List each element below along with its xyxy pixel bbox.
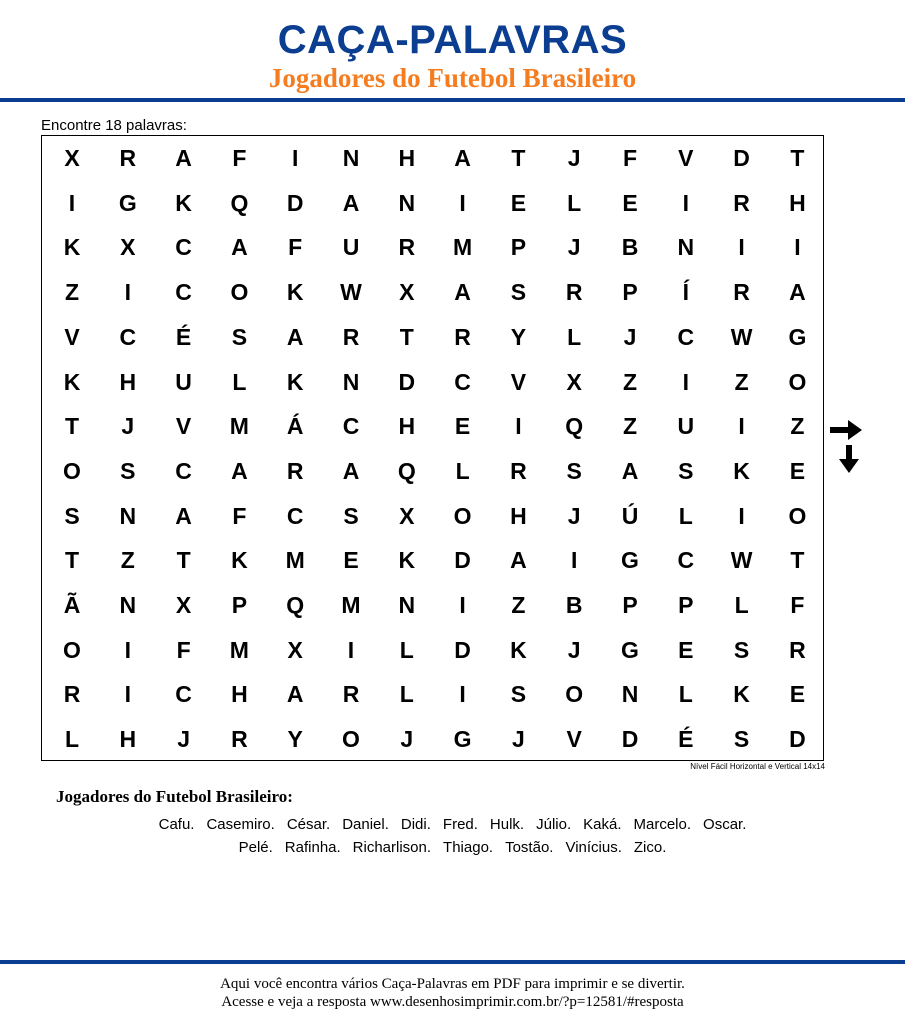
grid-letter: X (399, 502, 415, 529)
grid-letter: L (678, 502, 693, 529)
grid-letter: E (789, 681, 806, 708)
grid-letter: G (621, 636, 639, 663)
level-note: Nível Fácil Horizontal e Vertical 14x14 (690, 762, 825, 771)
grid-letter: P (678, 592, 694, 618)
grid-letter: É (175, 323, 192, 350)
grid-letter: H (398, 413, 416, 440)
grid-letter: T (64, 413, 80, 440)
grid-letter: P (510, 234, 527, 261)
word-list-item: Didi. (400, 816, 431, 833)
grid-letter: M (341, 592, 361, 618)
grid-letter: I (347, 636, 355, 663)
grid-letter: K (231, 547, 248, 574)
grid-letter: J (567, 234, 581, 261)
grid-letter: D (733, 145, 750, 171)
grid-letter: J (567, 636, 581, 663)
grid-letter: O (63, 636, 81, 663)
grid-letter: P (622, 592, 638, 618)
grid-letter: B (621, 234, 639, 261)
grid-letter: S (510, 681, 527, 708)
grid-letter: R (510, 457, 527, 484)
grid-letter: R (454, 323, 471, 350)
grid-letter: Ú (621, 502, 639, 529)
grid-letter: N (398, 592, 416, 618)
grid-letter: U (342, 234, 360, 261)
grid-letter: K (175, 189, 192, 216)
grid-letter: R (565, 279, 583, 306)
grid-letter: N (621, 681, 639, 708)
grid-letter: F (232, 145, 247, 171)
grid-letter: X (566, 368, 582, 395)
grid-letter: R (342, 323, 360, 350)
grid-letter: W (730, 323, 753, 350)
grid-row (42, 583, 825, 628)
grid-letter: V (175, 413, 192, 440)
grid-letter: W (730, 547, 753, 574)
word-list-item: Thiago. (443, 839, 494, 856)
grid-letter: I (459, 592, 466, 618)
grid-letter: C (175, 279, 192, 306)
grid-letter: G (788, 323, 807, 350)
grid-letter: Z (622, 413, 638, 440)
header-divider (0, 98, 905, 102)
grid-letter: K (63, 234, 81, 261)
grid-letter: S (566, 457, 582, 484)
grid-letter: V (64, 323, 80, 350)
grid-letter: Z (64, 279, 80, 306)
grid-letter: E (343, 547, 359, 574)
grid-letter: D (286, 189, 304, 216)
grid-letter: E (678, 636, 694, 663)
word-list-line-1 (0, 815, 905, 835)
grid-letter: J (567, 502, 581, 529)
grid-row (42, 628, 825, 673)
grid-letter: I (68, 189, 76, 216)
grid-letter: Ã (63, 592, 81, 618)
grid-letter: R (398, 234, 416, 261)
grid-letter: T (399, 323, 414, 350)
grid-letter: I (570, 547, 578, 574)
grid-letter: X (120, 234, 136, 261)
grid-letter: S (343, 502, 359, 529)
grid-letter: C (342, 413, 360, 440)
grid-letter: R (231, 726, 248, 753)
grid-row (42, 538, 825, 583)
grid-letter: I (738, 234, 745, 261)
grid-letter: F (622, 145, 638, 171)
grid-letter: M (285, 547, 305, 574)
grid-letter: T (64, 547, 80, 574)
grid-letter: R (63, 681, 81, 708)
grid-letter: M (229, 636, 249, 663)
grid-letter: X (287, 636, 303, 663)
grid-letter: L (567, 189, 582, 216)
grid-letter: R (342, 681, 360, 708)
footer-divider (0, 960, 905, 964)
word-list-title: Jogadores do Futebol Brasileiro: (56, 787, 293, 806)
grid-letter: N (342, 145, 360, 171)
grid-letter: D (454, 547, 471, 574)
grid-letter: A (231, 457, 248, 484)
footer-text-1: Aqui você encontra vários Caça-Palavras em PDF para imprimir e se divertir. (220, 976, 685, 992)
grid-letter: L (455, 457, 470, 484)
grid-letter: U (677, 413, 695, 440)
grid-letter: A (342, 189, 360, 216)
grid-letter: A (175, 502, 192, 529)
grid-letter: B (565, 592, 583, 618)
word-list-item: Marcelo. (633, 816, 692, 833)
grid-letter: F (790, 592, 805, 618)
grid-letter: A (789, 279, 806, 306)
grid-row (42, 181, 825, 226)
grid-letter: O (63, 457, 81, 484)
grid-letter: I (738, 413, 745, 440)
arrow-right-icon (830, 420, 862, 440)
grid-letter: D (398, 368, 416, 395)
grid-letter: N (119, 502, 137, 529)
grid-letter: J (567, 145, 581, 171)
grid-letter: A (175, 145, 192, 171)
grid-letter: J (511, 726, 525, 753)
grid-letter: T (176, 547, 191, 574)
grid-letter: G (118, 189, 137, 216)
grid-letter: I (459, 681, 466, 708)
grid-letter: S (120, 457, 136, 484)
word-list-item: Daniel. (342, 816, 389, 833)
grid-row (42, 449, 825, 494)
grid-letter: U (175, 368, 192, 395)
grid-letter: S (678, 457, 694, 484)
grid-letter: C (286, 502, 304, 529)
grid-letter: Q (565, 413, 584, 440)
grid-letter: K (733, 457, 750, 484)
word-list-item: Pelé. (238, 839, 273, 856)
grid-letter: Z (622, 368, 638, 395)
arrow-down-icon (839, 445, 859, 473)
grid-row (42, 404, 825, 449)
word-list-item: Júlio. (536, 816, 572, 833)
grid-letter: Y (510, 323, 527, 350)
grid-letter: Q (286, 592, 305, 618)
grid-letter: X (399, 279, 415, 306)
grid-row (42, 225, 825, 270)
grid-letter: M (453, 234, 473, 261)
grid-letter: O (788, 502, 807, 529)
grid-letter: O (453, 502, 472, 529)
grid-letter: I (124, 279, 131, 306)
grid-letter: I (738, 502, 745, 529)
grid-letter: A (231, 234, 248, 261)
word-list-item: Tostão. (505, 839, 554, 856)
grid-letter: I (682, 189, 689, 216)
word-list-line-2 (0, 838, 905, 858)
grid-letter: O (342, 726, 360, 753)
grid-letter: N (677, 234, 695, 261)
word-list-item: Rafinha. (284, 839, 341, 856)
grid-letter: X (175, 592, 192, 618)
footer-text-2: Acesse e veja a resposta www.desenhosimprimir.com.br/?p=12581/#resposta (221, 994, 684, 1010)
grid-letter: H (231, 681, 248, 708)
grid-letter: K (286, 279, 304, 306)
grid-letter: A (510, 547, 527, 574)
grid-letter: K (63, 368, 81, 395)
grid-letter: T (511, 145, 526, 171)
grid-letter: S (733, 726, 750, 753)
grid-letter: T (790, 145, 805, 171)
grid-letter: R (733, 279, 750, 306)
grid-letter: S (64, 502, 80, 529)
instruction-text: Encontre 18 palavras: (41, 117, 187, 134)
grid-letter: N (398, 189, 416, 216)
grid-letter: A (621, 457, 639, 484)
grid-letter: H (119, 368, 137, 395)
word-list-item: Kaká. (583, 816, 622, 833)
grid-letter: E (454, 413, 471, 440)
page-title: CAÇA-PALAVRAS (277, 18, 628, 62)
word-list-item: Fred. (442, 816, 478, 833)
grid-letter: L (232, 368, 247, 395)
grid-letter: J (623, 323, 637, 350)
grid-letter: C (119, 323, 137, 350)
grid-row (42, 136, 825, 181)
grid-letter: R (286, 457, 304, 484)
word-list-item: Zico. (633, 839, 667, 856)
grid-letter: I (794, 234, 801, 261)
grid-letter: V (510, 368, 527, 395)
grid-letter: F (176, 636, 191, 663)
word-list-item: César. (286, 816, 331, 833)
word-list-item: Oscar. (703, 816, 747, 833)
grid-letter: C (175, 234, 192, 261)
grid-letter: R (119, 145, 137, 171)
grid-letter: S (510, 279, 527, 306)
grid-letter: D (454, 636, 471, 663)
grid-letter: Z (511, 592, 526, 618)
grid-row (42, 270, 825, 315)
grid-letter: E (622, 189, 638, 216)
grid-letter: G (453, 726, 472, 753)
word-search-grid (41, 135, 824, 761)
grid-letter: R (789, 636, 806, 663)
grid-letter: K (510, 636, 527, 663)
grid-letter: I (459, 189, 466, 216)
grid-letter: A (454, 145, 471, 171)
grid-letter: V (678, 145, 694, 171)
grid-letter: X (64, 145, 80, 171)
grid-letter: N (119, 592, 137, 618)
word-list-item: Richarlison. (352, 839, 432, 856)
grid-letter: J (400, 726, 414, 753)
grid-letter: K (286, 368, 304, 395)
grid-letter: L (734, 592, 749, 618)
grid-letter: H (510, 502, 527, 529)
grid-letter: H (119, 726, 137, 753)
grid-letter: C (175, 681, 192, 708)
grid-letter: I (124, 681, 131, 708)
grid-letter: C (677, 547, 695, 574)
grid-letter: D (789, 726, 806, 753)
grid-letter: W (340, 279, 362, 306)
grid-letter: I (515, 413, 522, 440)
grid-letter: O (230, 279, 249, 306)
grid-letter: F (232, 502, 247, 529)
grid-letter: Á (286, 413, 304, 440)
grid-letter: Z (734, 368, 749, 395)
grid-letter: Z (120, 547, 135, 574)
grid-letter: P (231, 592, 248, 618)
grid-letter: L (399, 636, 414, 663)
grid-letter: Z (790, 413, 805, 440)
grid-letter: L (399, 681, 414, 708)
word-list-item: Hulk. (489, 816, 525, 833)
grid-letter: C (677, 323, 695, 350)
grid-letter: A (454, 279, 471, 306)
grid-letter: Y (287, 726, 303, 753)
grid-letter: H (789, 189, 806, 216)
grid-letter: Q (230, 189, 249, 216)
grid-letter: K (398, 547, 416, 574)
grid-letter: F (288, 234, 303, 261)
grid-letter: I (124, 636, 131, 663)
word-list-item: Casemiro. (206, 816, 275, 833)
grid-letter: L (64, 726, 80, 753)
grid-letter: P (622, 279, 638, 306)
word-list-item: Cafu. (158, 816, 195, 833)
grid-letter: R (733, 189, 750, 216)
grid-letter: M (229, 413, 249, 440)
grid-letter: S (231, 323, 248, 350)
grid-letter: T (790, 547, 805, 574)
grid-letter: É (678, 726, 694, 753)
grid-letter: A (342, 457, 360, 484)
grid-row (42, 717, 825, 762)
grid-letter: E (510, 189, 527, 216)
grid-letter: O (788, 368, 807, 395)
grid-letter: C (175, 457, 192, 484)
grid-letter: A (286, 323, 304, 350)
grid-letter: Í (682, 279, 689, 306)
grid-letter: E (789, 457, 806, 484)
grid-letter: H (398, 145, 416, 171)
word-list-item: Vinícius. (565, 839, 622, 856)
grid-letter: N (342, 368, 360, 395)
grid-row (42, 672, 825, 717)
page-subtitle: Jogadores do Futebol Brasileiro (268, 63, 637, 93)
grid-letter: K (733, 681, 750, 708)
grid-row (42, 494, 825, 539)
grid-letter: L (678, 681, 693, 708)
grid-letter: S (733, 636, 750, 663)
grid-letter: Q (397, 457, 416, 484)
grid-letter: O (565, 681, 584, 708)
grid-letter: L (567, 323, 582, 350)
grid-row (42, 360, 825, 405)
grid-letter: J (177, 726, 190, 753)
grid-letter: V (566, 726, 582, 753)
grid-letter: J (121, 413, 135, 440)
grid-letter: I (682, 368, 689, 395)
grid-letter: D (621, 726, 639, 753)
grid-letter: A (286, 681, 304, 708)
grid-letter: C (454, 368, 471, 395)
grid-letter: G (621, 547, 639, 574)
grid-row (42, 315, 825, 360)
grid-letter: I (291, 145, 299, 171)
